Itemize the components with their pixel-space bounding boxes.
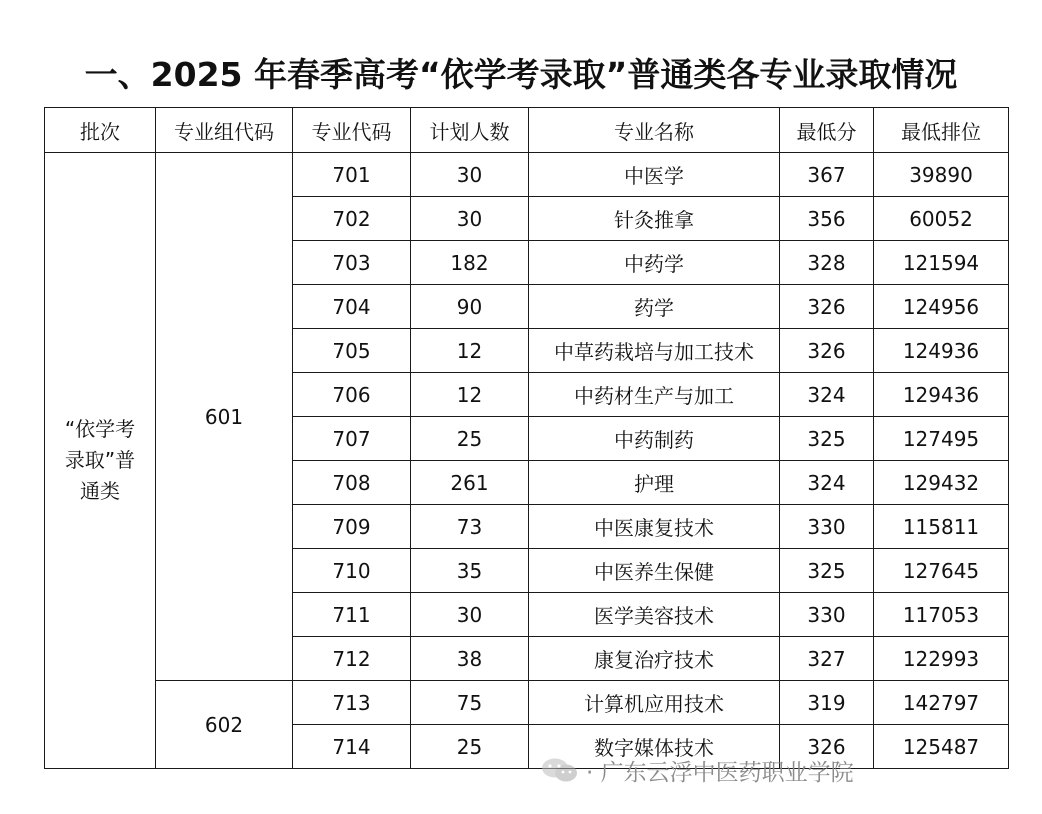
batch-label: “依学考录取”普通类 [64,417,136,503]
min-score-cell: 356 [780,197,874,241]
major-name-cell: 中医养生保健 [529,549,780,593]
plan-count-cell: 261 [411,461,529,505]
major-name-cell: 中药材生产与加工 [529,373,780,417]
min-rank-cell: 115811 [874,505,1009,549]
min-score-cell: 330 [780,593,874,637]
plan-count-cell: 73 [411,505,529,549]
min-score-cell: 325 [780,549,874,593]
min-score-cell: 325 [780,417,874,461]
major-code-cell: 701 [293,153,411,197]
min-score-cell: 324 [780,373,874,417]
min-score-cell: 367 [780,153,874,197]
header-batch: 批次 [45,108,156,153]
min-rank-cell: 129436 [874,373,1009,417]
page-title: 一、2025 年春季高考“依学考录取”普通类各专业录取情况 [84,55,958,94]
plan-count-cell: 182 [411,241,529,285]
admission-table [44,107,1009,769]
min-score-cell: 328 [780,241,874,285]
min-score-cell: 324 [780,461,874,505]
major-name-cell: 中草药栽培与加工技术 [529,329,780,373]
table-row [45,153,1009,197]
major-code-cell: 713 [293,681,411,725]
min-rank-cell: 129432 [874,461,1009,505]
major-name-cell: 中医学 [529,153,780,197]
plan-count-cell: 38 [411,637,529,681]
min-rank-cell: 124936 [874,329,1009,373]
min-rank-cell: 117053 [874,593,1009,637]
major-code-cell: 710 [293,549,411,593]
major-name-cell: 数字媒体技术 [529,725,780,769]
major-code-cell: 702 [293,197,411,241]
major-name-cell: 医学美容技术 [529,593,780,637]
group-code-cell: 601 [156,153,293,681]
watermark-text: · 广东云浮中医药职业学院 [586,759,854,786]
table-row [45,681,1009,725]
batch-cell [45,153,156,769]
major-name-cell: 护理 [529,461,780,505]
table-header-row [45,108,1009,153]
header-min-rank: 最低排位 [874,108,1009,153]
header-major-code: 专业代码 [293,108,411,153]
min-rank-cell: 127645 [874,549,1009,593]
plan-count-cell: 30 [411,153,529,197]
plan-count-cell: 12 [411,373,529,417]
plan-count-cell: 90 [411,285,529,329]
major-code-cell: 703 [293,241,411,285]
min-rank-cell: 125487 [874,725,1009,769]
min-rank-cell: 39890 [874,153,1009,197]
plan-count-cell: 25 [411,417,529,461]
min-score-cell: 326 [780,725,874,769]
major-name-cell: 康复治疗技术 [529,637,780,681]
plan-count-cell: 75 [411,681,529,725]
min-score-cell: 326 [780,329,874,373]
table-body [45,153,1009,769]
min-score-cell: 330 [780,505,874,549]
major-code-cell: 704 [293,285,411,329]
plan-count-cell: 12 [411,329,529,373]
plan-count-cell: 35 [411,549,529,593]
major-code-cell: 709 [293,505,411,549]
header-plan-count: 计划人数 [411,108,529,153]
wechat-logo-icon [540,757,580,783]
major-code-cell: 705 [293,329,411,373]
min-rank-cell: 121594 [874,241,1009,285]
plan-count-cell: 25 [411,725,529,769]
major-code-cell: 708 [293,461,411,505]
major-code-cell: 711 [293,593,411,637]
min-rank-cell: 60052 [874,197,1009,241]
watermark [540,752,854,788]
min-rank-cell: 142797 [874,681,1009,725]
plan-count-cell: 30 [411,593,529,637]
min-rank-cell: 122993 [874,637,1009,681]
header-min-score: 最低分 [780,108,874,153]
group-code-cell: 602 [156,681,293,769]
major-code-cell: 706 [293,373,411,417]
min-score-cell: 326 [780,285,874,329]
major-name-cell: 计算机应用技术 [529,681,780,725]
major-code-cell: 712 [293,637,411,681]
min-score-cell: 319 [780,681,874,725]
major-name-cell: 中药制药 [529,417,780,461]
major-name-cell: 中药学 [529,241,780,285]
header-major-name: 专业名称 [529,108,780,153]
min-rank-cell: 124956 [874,285,1009,329]
plan-count-cell: 30 [411,197,529,241]
min-rank-cell: 127495 [874,417,1009,461]
major-name-cell: 针灸推拿 [529,197,780,241]
major-code-cell: 707 [293,417,411,461]
major-name-cell: 中医康复技术 [529,505,780,549]
major-code-cell: 714 [293,725,411,769]
min-score-cell: 327 [780,637,874,681]
header-group-code: 专业组代码 [156,108,293,153]
major-name-cell: 药学 [529,285,780,329]
